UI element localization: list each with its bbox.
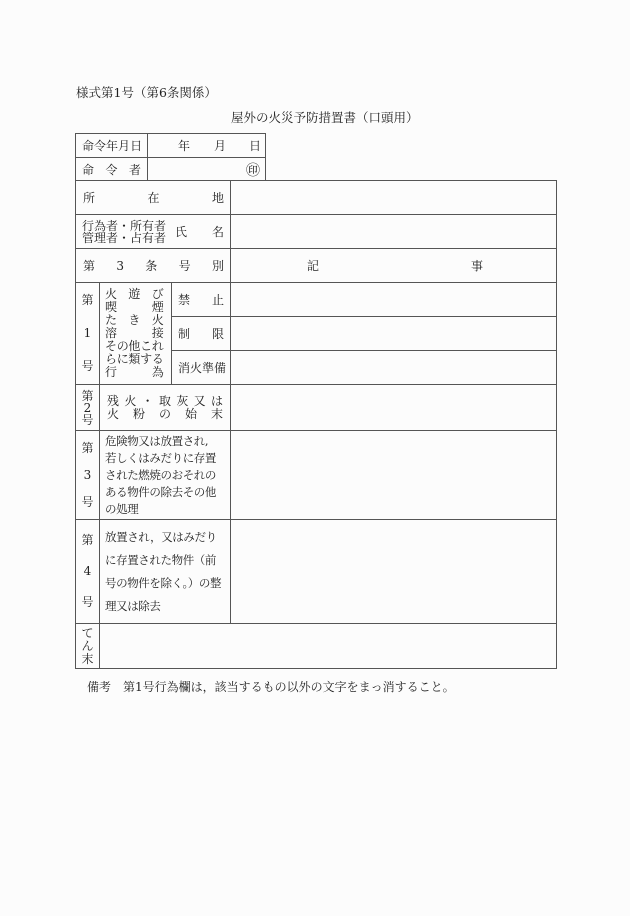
person-name-field[interactable] bbox=[231, 215, 556, 248]
outcome-field[interactable] bbox=[100, 624, 556, 668]
item1-acts-text: 火 遊 び 喫 煙 た き 火 溶 接 その他これ らに類する 行 為 bbox=[105, 287, 164, 379]
item4-acts-text: 放置され，又はみだり に存置された物件（前 号の物件を除く。）の整 理又は除去 bbox=[105, 529, 222, 613]
item1-fire-preparation-label: 消火準備 bbox=[178, 361, 227, 375]
item3-acts-text: 危険物又は放置され, 若しくはみだりに存置 された燃焼のおそれの ある物件の除去その他 の処理 bbox=[105, 433, 216, 516]
orderer-label: 命 令 者 bbox=[82, 163, 141, 177]
item3-number-label: 第 3 号 bbox=[81, 440, 94, 509]
day-suffix: 日 bbox=[249, 139, 262, 153]
item2-acts-text: 残 火 ・ 取 灰 又 は 火 粉 の 始 末 bbox=[107, 393, 223, 421]
item1-prohibition-label: 禁 止 bbox=[178, 293, 224, 307]
item4-number-label: 第 4 号 bbox=[81, 533, 94, 609]
article-category-header: 第 3 条 号 別 bbox=[83, 258, 224, 273]
year-suffix: 年 bbox=[178, 139, 191, 153]
item2-field[interactable] bbox=[231, 385, 556, 430]
form-title: 屋外の火災予防措置書（口頭用） bbox=[231, 110, 419, 125]
item3-field[interactable] bbox=[231, 431, 556, 519]
orderer-field[interactable] bbox=[148, 158, 265, 181]
item1-number-label: 第 1 号 bbox=[81, 293, 94, 373]
month-suffix: 月 bbox=[214, 139, 227, 153]
record-header: 記 事 bbox=[307, 259, 484, 273]
item1-prohibition-field[interactable] bbox=[231, 283, 556, 316]
item1-restriction-label: 制 限 bbox=[178, 327, 224, 341]
item1-restriction-field[interactable] bbox=[231, 317, 556, 350]
item2-number-label: 第 2 号 bbox=[81, 388, 94, 427]
location-label: 所 在 地 bbox=[83, 191, 224, 205]
order-date-field[interactable] bbox=[148, 134, 265, 157]
seal-icon: ㊞ bbox=[246, 162, 260, 179]
outcome-label: て ん 末 bbox=[81, 625, 94, 666]
item4-field[interactable] bbox=[231, 520, 556, 623]
item1-fire-preparation-field[interactable] bbox=[231, 351, 556, 384]
remarks-note: 備考 第1号行為欄は，該当するもの以外の文字をまっ消すること。 bbox=[87, 680, 455, 694]
person-name-label: 行為者・所有者 管理者・占有者 氏 名 bbox=[82, 218, 224, 245]
location-field[interactable] bbox=[231, 181, 556, 214]
person-type-label: 行為者・所有者 管理者・占有者 bbox=[82, 218, 167, 245]
form-number-label: 様式第1号（第6条関係） bbox=[76, 85, 217, 100]
order-date-label: 命 令 年 月 日 bbox=[82, 139, 143, 153]
